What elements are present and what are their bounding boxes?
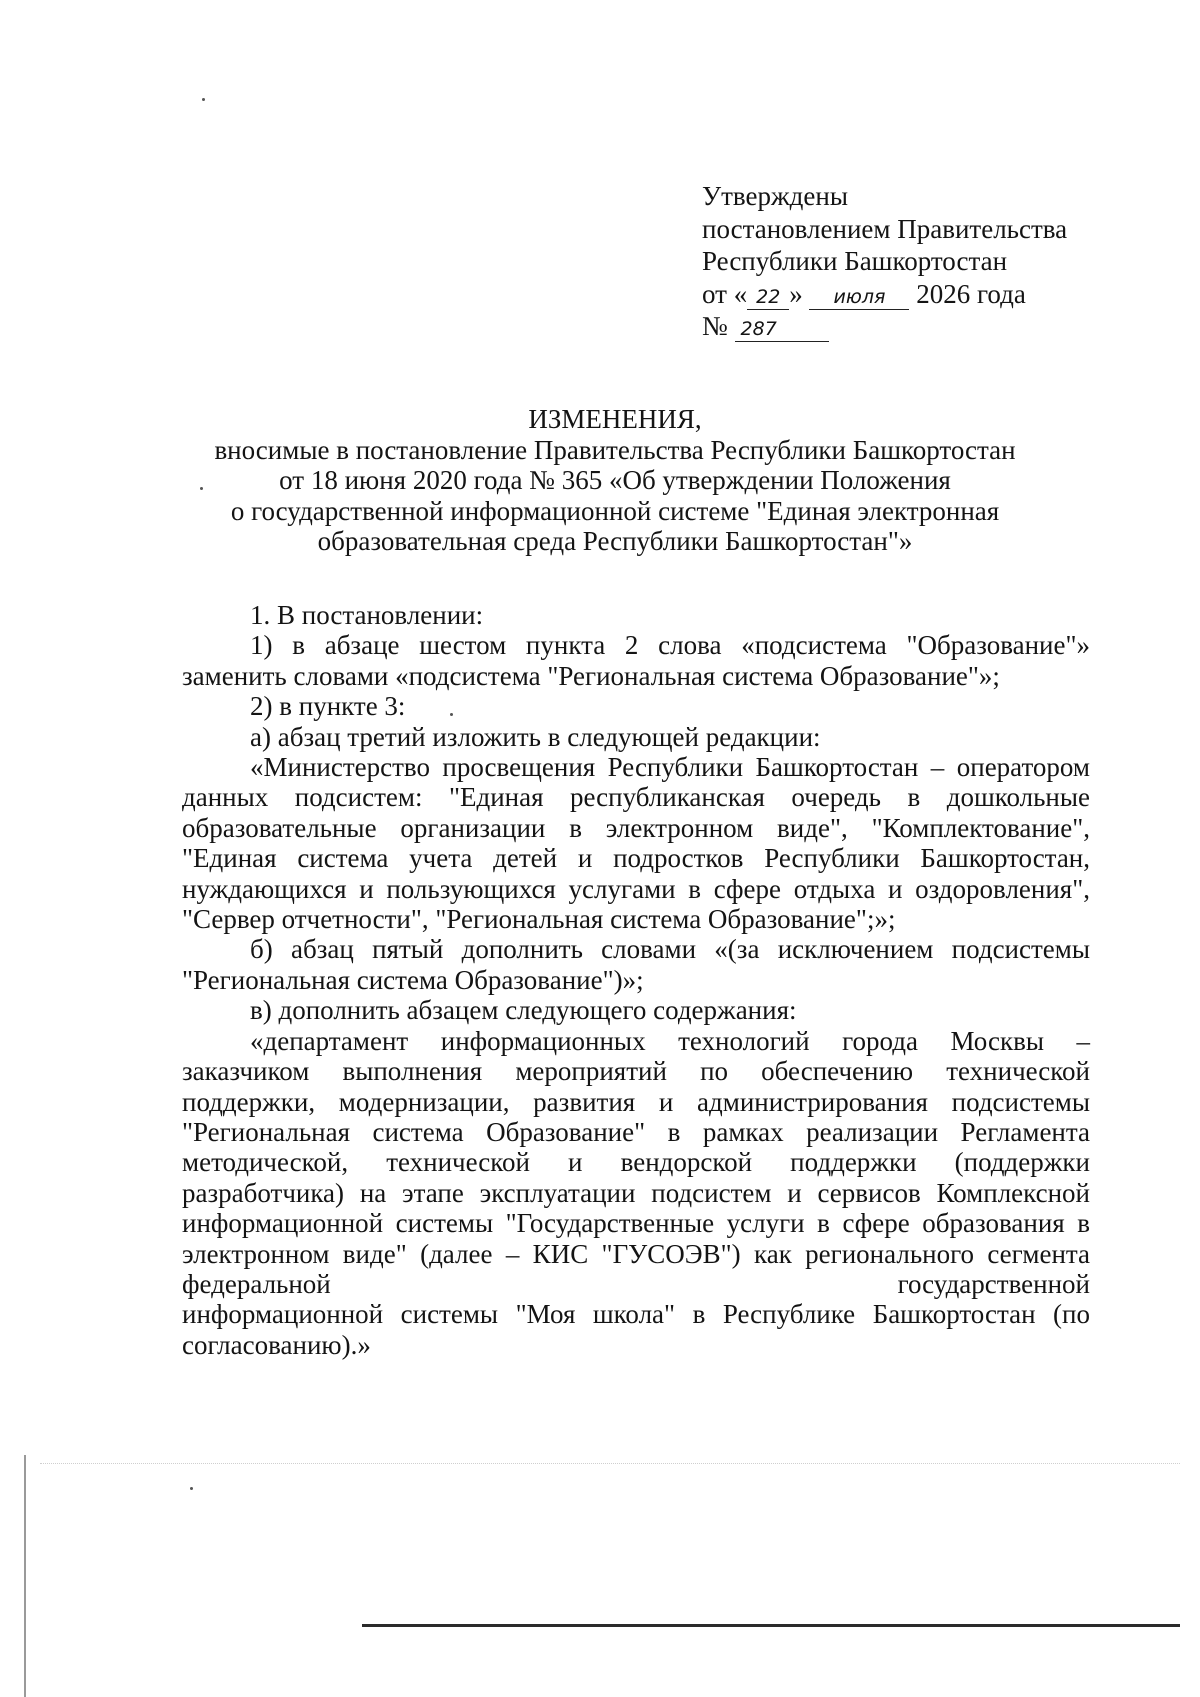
approval-number-line [702, 310, 1067, 343]
title-line-1: вносимые в постановление Правительства Республики Башкортостан [214, 434, 1016, 465]
scan-speck [190, 1487, 193, 1490]
paragraph-5: «Министерство просвещения Республики Башкортостан – оператором данных подсистем: "Единая республиканская очередь в дошкольные образовательные организации в электронном виде", "Комплектование", "Единая система учета детей и подростков Республики Башкортостан, нуждающихся и пользующихся услугами в сфере отдыха и оздоровления", "Сервер отчетности", "Региональная система Образование";»; [182, 752, 1090, 935]
paragraph-6: б) абзац пятый дополнить словами «(за исключением подсистемы "Региональная система Образование")»; [182, 934, 1090, 995]
date-prefix: от « [702, 278, 748, 309]
paragraph-4: а) абзац третий изложить в следующей редакции: [250, 721, 821, 752]
approval-year: 2026 года [916, 278, 1026, 309]
number-label: № [702, 311, 728, 341]
date-mid: » [789, 278, 803, 309]
title-line-4: образовательная среда Республики Башкортостан"» [317, 526, 913, 556]
paragraph-3: 2) в пункте 3: [250, 691, 406, 722]
title-heading: ИЗМЕНЕНИЯ, [528, 404, 702, 434]
scan-bottom-rule [362, 1624, 1180, 1627]
document-body [182, 600, 1090, 1360]
title-line-2: от 18 июня 2020 года № 365 «Об утверждении Положения [279, 465, 951, 495]
approval-date-line [702, 278, 1067, 311]
scan-artifact-line [40, 1463, 1180, 1465]
approval-month: июля [809, 285, 909, 310]
paragraph-8-end: информационной системы "Моя школа" в Республике Башкортостан (по согласованию).» [182, 1299, 1090, 1360]
approval-day: 22 [747, 285, 789, 310]
paragraph-2: 1) в абзаце шестом пункта 2 слова «подсистема "Образование"» заменить словами «подсистема "Региональная система Образование"»; [182, 630, 1090, 691]
title-line-3: о государственной информационной системе "Единая электронная [230, 495, 1000, 526]
paragraph-1: 1. В постановлении: [250, 600, 484, 630]
scan-speck [202, 98, 205, 101]
approval-line-2: постановлением Правительства [702, 213, 1068, 244]
approval-line-3: Республики Башкортостан [702, 246, 1008, 276]
approval-line-1: Утверждены [702, 181, 848, 211]
approval-stamp-block [702, 180, 1067, 343]
document-title [150, 404, 1080, 557]
paragraph-8-main: «департамент информационных технологий города Москвы – заказчиком выполнения мероприятий по обеспечению технической поддержки, модернизации, развития и администрирования подсистемы "Региональная система Образование" в рамках реализации Регламента методической, технической и вендорской поддержки (поддержки разработчика) на этапе эксплуатации подсистем и сервисов Комплексной информационной системы "Государственные услуги в сфере образования в электронном виде" (далее – КИС "ГУСОЭВ") как регионального сегмента федеральной государственной [182, 1025, 1090, 1299]
paragraph-7: в) дополнить абзацем следующего содержания: [250, 995, 797, 1026]
approval-number: 287 [735, 317, 829, 342]
scan-margin-line [24, 1455, 26, 1697]
